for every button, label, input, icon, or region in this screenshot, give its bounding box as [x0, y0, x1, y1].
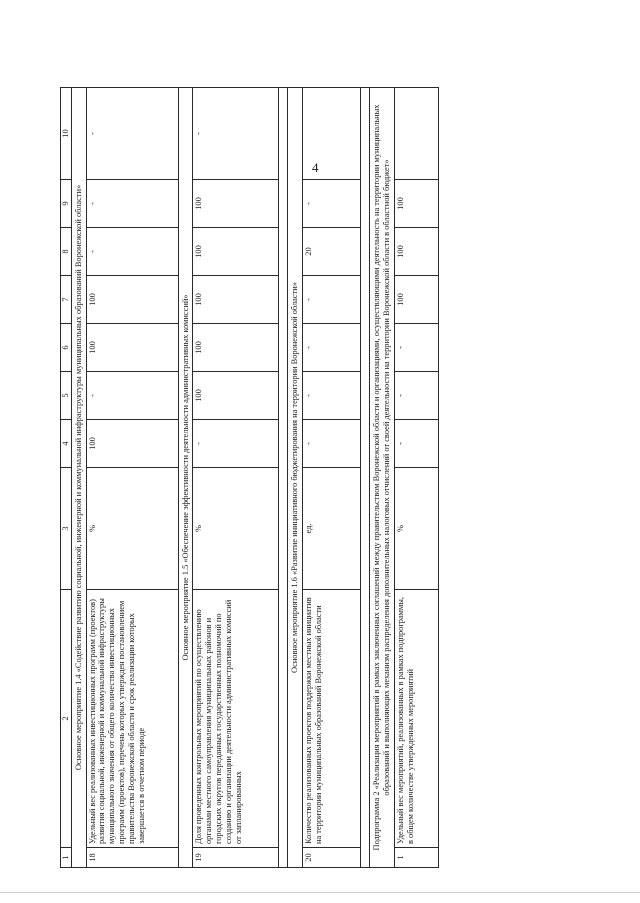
section-title-row	[288, 88, 303, 868]
indicator-name: Удельный вес мероприятий, реализованных в рамках подпрограммы, в общем количестве утвержденных мероприятий	[394, 590, 438, 848]
unit: %	[193, 468, 279, 590]
value-cell: -	[193, 420, 279, 468]
spacer-cell	[279, 88, 288, 868]
header-cell: 2	[61, 590, 72, 848]
section-title: Основное мероприятие 1.4 «Содействие развитию социальной, инженерной и коммунальной инфраструктуры муниципальных образований Воронежской области»	[71, 88, 86, 868]
indicator-name: Удельный вес реализованных инвестиционных программ (проектов) развития социальной, инженерной и коммунальной инфраструктуры муниципального значения от общего количества инвестиционных программ (проектов), перечень которых утвержден постановлением правительства Воронежской области и срок реализации которых завершается в отчетном периоде	[86, 590, 178, 848]
section-title-row	[178, 88, 193, 868]
header-row	[61, 88, 72, 868]
spacer-cell	[361, 88, 370, 868]
rotated-table-wrapper	[60, 88, 480, 868]
value-cell: 100	[193, 180, 279, 228]
value-cell: -	[303, 324, 361, 372]
row-number: 19	[193, 848, 279, 868]
value-cell: 100	[86, 420, 178, 468]
section-title-row	[370, 88, 395, 868]
value-cell	[303, 88, 361, 180]
scan-edge-line	[0, 892, 640, 893]
header-cell: 7	[61, 276, 72, 324]
spacer-row	[361, 88, 370, 868]
indicator-name: Количество реализованных проектов поддержки местных инициатив на территории муниципальных образований Воронежской области	[303, 590, 361, 848]
value-cell: 100	[193, 276, 279, 324]
value-cell: -	[303, 420, 361, 468]
row-number: 1	[394, 848, 438, 868]
value-cell: -	[394, 324, 438, 372]
section-title: Основное мероприятие 1.5 «Обеспечение эффективности деятельности административных комиссий»	[178, 88, 193, 868]
header-cell: 9	[61, 180, 72, 228]
value-cell: -	[86, 180, 178, 228]
indicator-name: Доля проведенных контрольных мероприятий по осуществлению органами местного самоуправления муниципальных районов и городских округов переданных государственных полномочий по созданию и организации деятельности административных комиссий от запланированных	[193, 590, 279, 848]
unit: %	[394, 468, 438, 590]
value-cell: -	[86, 88, 178, 180]
row-number: 20	[303, 848, 361, 868]
value-cell: -	[303, 276, 361, 324]
header-cell: 4	[61, 420, 72, 468]
header-cell: 10	[61, 88, 72, 180]
value-cell: 100	[394, 276, 438, 324]
value-cell: -	[193, 88, 279, 180]
section-title: Основное мероприятие 1.6 «Развитие инициативного бюджетирования на территории Воронежской области»	[288, 88, 303, 868]
value-cell: -	[303, 372, 361, 420]
section-title: Подпрограмма 2 «Реализация мероприятий в рамках заключенных соглашений между правительством Воронежской области и организациями, осуществляющими деятельность на территории муниципальных образований и выполняющих механизм распределения дополнительных налоговых отчислений от своей деятельности на территории Воронежской области в областной бюджет»	[370, 88, 395, 868]
header-cell: 8	[61, 228, 72, 276]
value-cell: -	[303, 180, 361, 228]
section-title-row	[71, 88, 86, 868]
table-body	[61, 88, 439, 868]
value-cell: -	[394, 372, 438, 420]
value-cell: 20	[303, 228, 361, 276]
header-cell: 3	[61, 468, 72, 590]
header-cell: 5	[61, 372, 72, 420]
unit: ед.	[303, 468, 361, 590]
table-row	[193, 88, 279, 868]
page-number: 4	[312, 160, 319, 175]
value-cell: 100	[86, 276, 178, 324]
table-row	[394, 88, 438, 868]
spacer-row	[279, 88, 288, 868]
table-row	[303, 88, 361, 868]
value-cell: 100	[193, 372, 279, 420]
value-cell: 100	[394, 228, 438, 276]
value-cell: -	[394, 420, 438, 468]
table-row	[86, 88, 178, 868]
header-cell: 1	[61, 848, 72, 868]
value-cell: 100	[86, 324, 178, 372]
value-cell: 100	[193, 324, 279, 372]
unit: %	[86, 468, 178, 590]
value-cell	[394, 88, 438, 180]
indicators-table	[60, 87, 439, 868]
value-cell: 100	[193, 228, 279, 276]
value-cell: -	[86, 228, 178, 276]
row-number: 18	[86, 848, 178, 868]
value-cell: -	[86, 372, 178, 420]
value-cell: 100	[394, 180, 438, 228]
header-cell: 6	[61, 324, 72, 372]
